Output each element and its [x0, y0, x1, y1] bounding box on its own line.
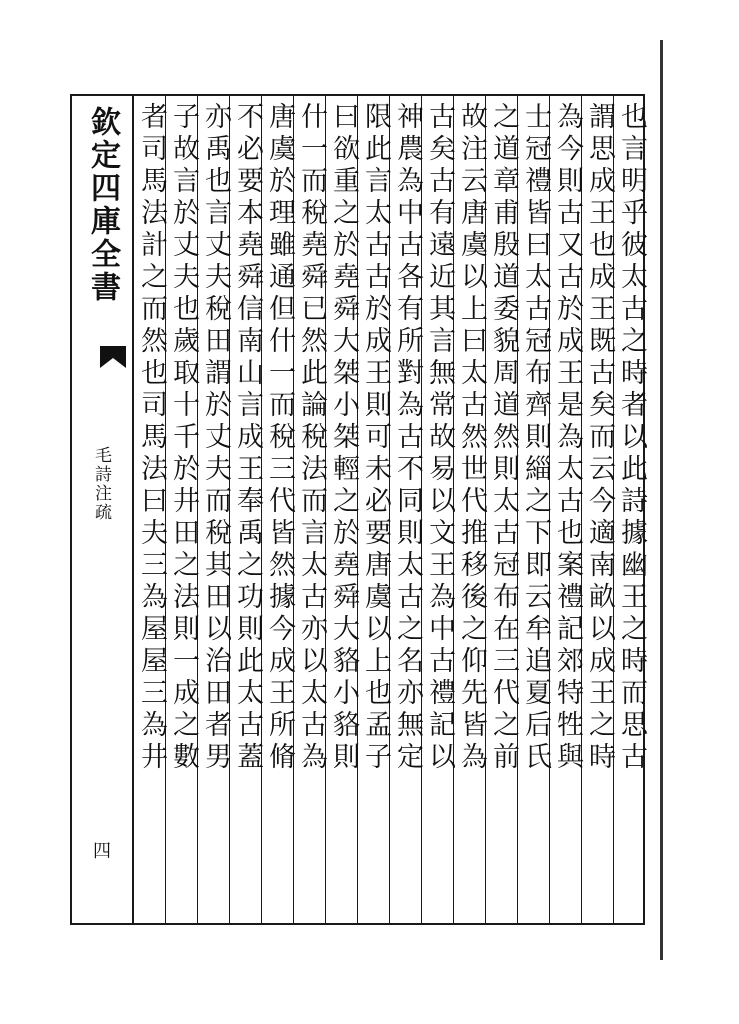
- fishtail-mark-icon: [98, 344, 128, 370]
- text-column: 古矣古有遠近其言無常故易以文王為中古禮記以: [424, 102, 455, 774]
- text-column: 士冠禮皆曰太古冠布齊則緇之下即云牟追夏后氏: [520, 102, 551, 774]
- text-column: 神農為中古各有所對為古不同則太古之名亦無定: [392, 102, 423, 774]
- text-column: 故注云唐虞以上曰太古然世代推移後之仰先皆為: [456, 102, 487, 774]
- text-column: 不必要本堯舜信南山言成王奉禹之功則此太古蓋: [232, 102, 263, 774]
- text-column: 之道章甫殷道委貌周道然則太古冠布在三代之前: [488, 102, 519, 774]
- page-edge: [660, 40, 663, 960]
- text-column: 為今則古又古於成王是為太古也案禮記郊特牲與: [552, 102, 583, 774]
- text-column: 曰欲重之於堯舜大桀小桀輕之於堯舜大貉小貉則: [328, 102, 359, 774]
- book-title: 毛詩注疏: [91, 446, 111, 522]
- page-number: 四: [90, 841, 111, 859]
- library-title: 欽定四庫全書: [85, 106, 120, 304]
- text-column: 唐虞於理雖通但什一而稅三代皆然據今成王所脩: [264, 102, 295, 774]
- text-column: 也言明乎彼太古之時者以此詩據幽王之時而思古: [616, 102, 647, 774]
- text-frame: [132, 94, 645, 925]
- text-column: 謂思成王也成王既古矣而云今適南畝以成王之時: [584, 102, 615, 774]
- text-column: 者司馬法計之而然也司馬法曰夫三為屋屋三為井: [136, 102, 167, 774]
- text-column: 限此言太古古於成王則可未必要唐虞以上也孟子: [360, 102, 391, 774]
- page-margin: [70, 94, 132, 925]
- text-column: 亦禹也言丈夫稅田謂於丈夫而稅其田以治田者男: [200, 102, 231, 774]
- text-column: 子故言於丈夫也歲取十千於井田之法則一成之數: [168, 102, 199, 774]
- text-column: 什一而稅堯舜已然此論稅法而言太古亦以太古為: [296, 102, 327, 774]
